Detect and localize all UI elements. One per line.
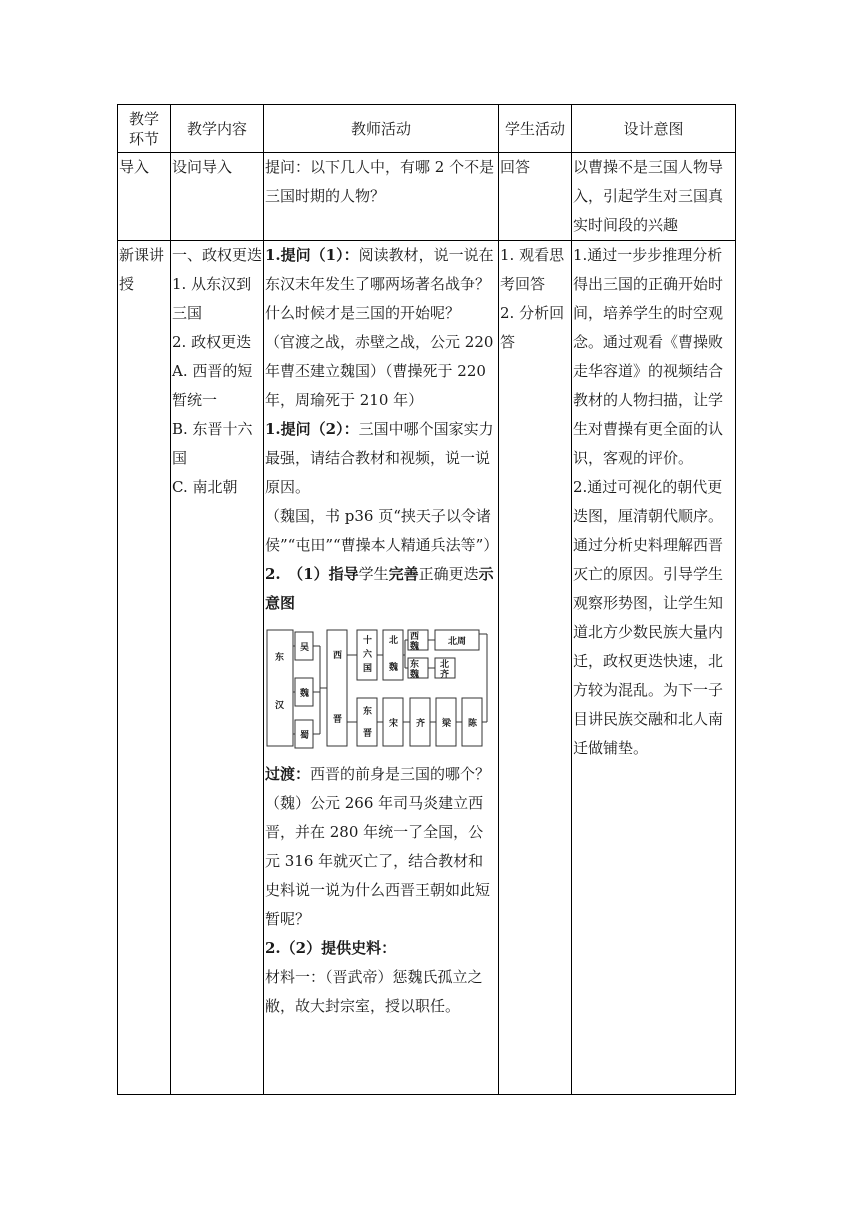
diagram-label: 吴 (300, 643, 310, 653)
diagram-label: 晋 (333, 715, 343, 725)
diagram-label: 西 (410, 632, 420, 642)
diagram-label: 东 (410, 660, 420, 670)
source-label: 2.（2）提供史料： (265, 939, 397, 957)
diagram-label: 北 (389, 636, 399, 646)
header-row (118, 105, 736, 153)
intent-paragraph: 1.通过一步步推理分析得出三国的正确开始时间，培养学生的时空观念。通过观看《曹操败走华容道》的视频结合教材的人物扫描，让学生对曹操有更全面的认识，客观的评价。 (573, 246, 724, 467)
diagram-label: 六 (363, 650, 373, 660)
student-cell: 回答 (499, 153, 572, 241)
diagram-label: 北 (440, 660, 450, 670)
content-line: 一、政权更迭 (172, 246, 263, 264)
diagram-label: 北周 (448, 637, 467, 647)
diagram-label: 东 (275, 653, 285, 663)
teacher-cell (264, 241, 499, 1095)
diagram-label: 魏 (389, 663, 399, 673)
content-line: B. 东晋十六国 (172, 420, 253, 467)
diagram-label: 梁 (442, 719, 452, 729)
content-line: C. 南北朝 (172, 478, 238, 496)
student-cell (499, 241, 572, 1095)
student-activity: 2. 分析回答 (500, 304, 565, 351)
row-intro (118, 153, 736, 241)
answer-1: （官渡之战，赤壁之战，公元 220 年曹丕建立魏国）（曹操死于 220 年，周瑜死于 210 年） (265, 333, 494, 409)
row-new-lesson (118, 241, 736, 1095)
diagram-label: 陈 (468, 719, 478, 729)
intent-paragraph: 2.通过可视化的朝代更迭图，厘清朝代顺序。通过分析史料理解西晋灭亡的原因。引导学生观察形势图，让学生知道北方少数民族大量内迁，政权更迭快速，北方较为混乱。为下一子目讲民族交融和北人南迁做铺垫。 (573, 478, 724, 757)
stage-cell: 新课讲授 (118, 241, 171, 1095)
question-1: 1.提问（1）：阅读教材，说一说在东汉末年发生了哪两场著名战争？什么时候才是三国的开始呢？ (265, 246, 494, 322)
diagram-label: 十 (363, 636, 373, 646)
header-content: 教学内容 (171, 105, 264, 153)
diagram-label: 国 (363, 664, 373, 674)
content-line: A. 西晋的短暂统一 (172, 362, 253, 409)
diagram-label: 宋 (389, 719, 399, 729)
teacher-cell: 提问：以下几人中，有哪 2 个不是三国时期的人物？ (264, 153, 499, 241)
answer-2: （魏国，书 p36 页“挟天子以令诸侯”“屯田”“曹操本人精通兵法等”） (265, 507, 499, 554)
guide-task: 2. （1）指导学生完善正确更迭示意图 (265, 565, 494, 612)
diagram-label: 西 (333, 651, 343, 661)
student-activity: 1. 观看思考回答 (500, 246, 565, 293)
diagram-label: 魏 (300, 689, 310, 699)
material-one: 材料一：（晋武帝）惩魏氏孤立之敝，故大封宗室，授以职任。 (265, 968, 483, 1015)
header-intent: 设计意图 (572, 105, 736, 153)
diagram-label: 魏 (410, 670, 420, 680)
transition: 过渡：西晋的前身是三国的哪个？（魏）公元 266 年司马炎建立西晋，并在 280 年统一了全国，公元 316 年就灭亡了，结合教材和史料说一说为什么西晋王朝如此短暂呢？ (265, 765, 491, 928)
lesson-plan-table (117, 104, 736, 1095)
content-line: 1. 从东汉到三国 (172, 275, 252, 322)
diagram-label: 齐 (440, 670, 450, 680)
intent-cell: 以曹操不是三国人物导入，引起学生对三国真实时间段的兴趣 (572, 153, 736, 241)
diagram-label: 蜀 (300, 731, 310, 741)
content-line: 2. 政权更迭 (172, 333, 252, 351)
dynasty-succession-diagram (265, 622, 497, 754)
header-teacher: 教师活动 (264, 105, 499, 153)
stage-cell: 导入 (118, 153, 171, 241)
diagram-label: 汉 (275, 701, 285, 711)
question-2: 1.提问（2）：三国中哪个国家实力最强，请结合教材和视频，说一说原因。 (265, 420, 494, 496)
content-cell: 设问导入 (171, 153, 264, 241)
content-cell (171, 241, 264, 1095)
header-stage: 教学环节 (118, 105, 171, 153)
diagram-label: 晋 (363, 729, 373, 739)
diagram-label: 齐 (416, 719, 426, 729)
intent-cell (572, 241, 736, 1095)
diagram-label: 东 (363, 707, 373, 717)
diagram-label: 魏 (410, 642, 420, 652)
header-student: 学生活动 (499, 105, 572, 153)
